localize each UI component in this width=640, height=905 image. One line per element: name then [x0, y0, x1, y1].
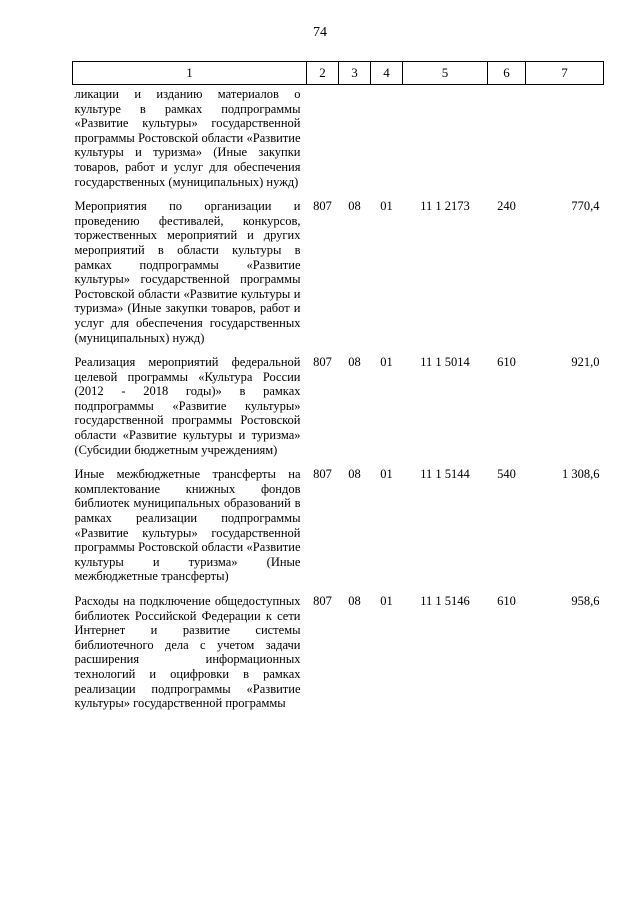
- row-amount: 958,6: [571, 594, 600, 608]
- row-ministry-code: 807: [313, 467, 332, 482]
- row-description: Расходы на подключение общедоступных библиотек Российской Федерации к сети Интернет и развитие системы библиотечного дела с учетом задачи расширения информационных технологий и оцифровки в рамках реализации подпрограммы «Развитие культуры» государственной программы: [74, 594, 301, 711]
- row-description: Иные межбюджетные трансферты на комплектование книжных фондов библиотек муниципальных образований в рамках реализации подпрограммы «Развитие культуры» государственной программы Ростовской области «Развитие культуры и туризма» (Иные межбюджетные трансферты): [74, 467, 301, 584]
- row-amount: 1 308,6: [562, 467, 600, 482]
- table-row: [73, 457, 604, 584]
- row-ministry-code: 807: [313, 355, 332, 370]
- column-header-1: 1: [73, 62, 307, 85]
- row-description: Реализация мероприятий федеральной целевой программы «Культура России (2012 - 2018 годы)» в рамках подпрограммы «Развитие культуры» государственной программы Ростовской области «Развитие культуры и туризма» (Субсидии бюджетным учреждениям): [74, 355, 301, 457]
- row-ministry-code: [307, 85, 339, 190]
- column-header-6: 6: [488, 62, 526, 85]
- column-header-3: 3: [339, 62, 371, 85]
- row-target-article: 11 1 5014: [420, 355, 470, 370]
- row-subsection-code: 01: [380, 199, 393, 214]
- row-target-article: [403, 85, 488, 190]
- row-section-code: 08: [348, 199, 361, 214]
- column-header-2: 2: [307, 62, 339, 85]
- row-expense-type: 540: [497, 467, 516, 482]
- column-header-5: 5: [403, 62, 488, 85]
- budget-table: [72, 61, 604, 711]
- row-target-article: 11 1 2173: [420, 199, 470, 214]
- row-amount: 921,0: [571, 355, 600, 370]
- row-expense-type: 240: [497, 199, 516, 214]
- page-number: 74: [313, 25, 327, 40]
- row-ministry-code: 807: [313, 594, 332, 608]
- table-row: [73, 345, 604, 457]
- row-subsection-code: 01: [380, 594, 393, 608]
- row-target-article: 11 1 5144: [420, 467, 470, 482]
- row-subsection-code: [371, 85, 403, 190]
- row-section-code: 08: [348, 355, 361, 370]
- table-header-row: [73, 62, 604, 85]
- table-row: [73, 189, 604, 345]
- column-header-4: 4: [371, 62, 403, 85]
- row-section-code: [339, 85, 371, 190]
- row-amount: [526, 85, 604, 190]
- column-header-7: 7: [526, 62, 604, 85]
- row-expense-type: 610: [497, 355, 516, 370]
- row-subsection-code: 01: [380, 467, 393, 482]
- row-expense-type: 610: [497, 594, 516, 608]
- table-row: [73, 584, 604, 711]
- row-section-code: 08: [348, 594, 361, 608]
- row-amount: 770,4: [571, 199, 600, 214]
- row-description: Мероприятия по организации и проведению фестивалей, конкурсов, торжественных мероприятий и других мероприятий в области культуры в рамках подпрограммы «Развитие культуры» государственной программы Ростовской области «Развитие культуры и туризма» (Иные закупки товаров, работ и услуг для обеспечения государственных (муниципальных) нужд): [74, 199, 301, 345]
- row-section-code: 08: [348, 467, 361, 482]
- row-subsection-code: 01: [380, 355, 393, 370]
- row-description: ликации и изданию материалов о культуре в рамках подпрограммы «Развитие культуры» государственной программы Ростовской области «Развитие культуры и туризма» (Иные закупки товаров, работ и услуг для обеспечения государственных (муниципальных) нужд): [74, 87, 301, 189]
- table-row: [73, 85, 604, 190]
- row-expense-type: [488, 85, 526, 190]
- row-target-article: 11 1 5146: [420, 594, 470, 608]
- row-ministry-code: 807: [313, 199, 332, 214]
